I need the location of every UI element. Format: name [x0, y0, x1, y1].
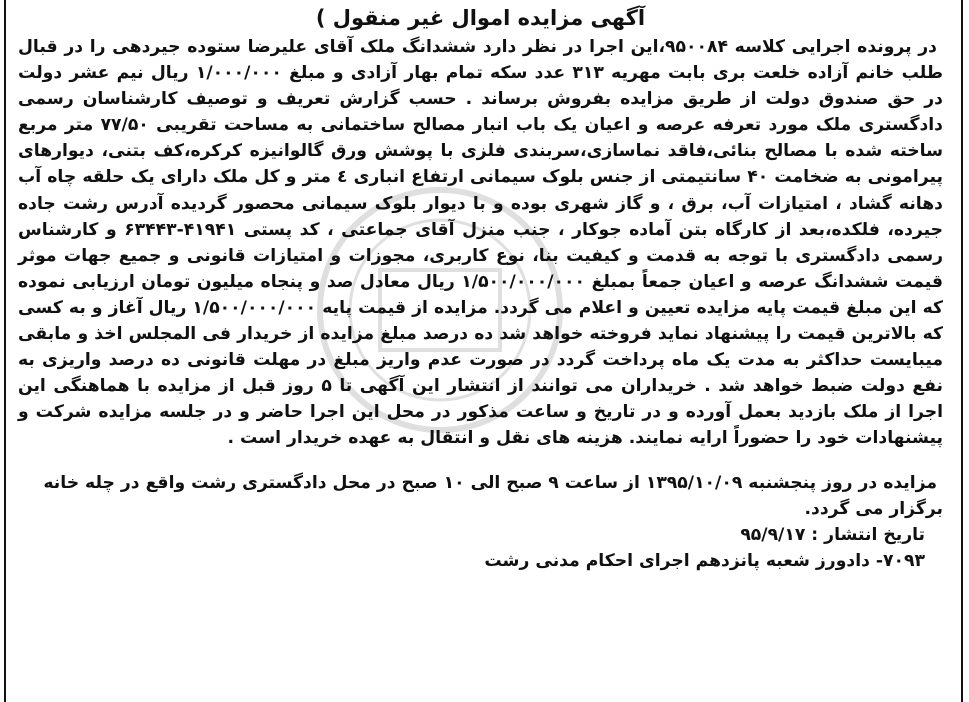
- notice-body: در پرونده اجرایی کلاسه ۹۵۰۰۸۴،این اجرا در نظر دارد ششدانگ ملک آقای علیرضا ستوده جیردهی را در قبال طلب خانم آزاده خلعت بری بابت مهریه ۳۱۳ عدد سکه تمام بهار آزادی و مبلغ ۱/۰۰۰/۰۰۰ ریال نیم عشر دولت در حق صندوق دولت از طریق مزایده بفروش برساند . حسب گزارش تعریف و توصیف کارشناسان رسمی دادگستری ملک مورد تعرفه عرصه و اعیان یک باب انبار مصالح ساختمانی به مساحت تقریبی ۷۷/۵۰ متر مربع ساخته شده با مصالح بنائی،فاقد نماسازی،سربندی فلزی با پوشش ورق گالوانیزه کرکره،کف بتنی، دیوارهای پیرامونی به ضخامت ۴۰ سانتیمتی از جنس بلوک سیمانی ارتفاع انباری ٤ متر و کل ملک دارای یک حلقه چاه آب دهانه گشاد ، امتیازات آب، برق ، و گاز شهری بوده و با دیوار بلوک سیمانی محصور گردیده آدرس رشت جاده جیرده، فلکده،بعد از کارگاه بتن آماده جوکار ، جنب منزل آقای جماعتی ، کد پستی ۴۱۹۴۱-۶۳۴۴۳ و کارشناس رسمی دادگستری با توجه به قدمت و کیفیت بنا، نوع کاربری، مجوزات و امتیازات قانونی و جمیع جهات موثر قیمت ششدانگ عرصه و اعیان جمعاً بمبلغ ۱/۵۰۰/۰۰۰/۰۰۰ ریال معادل صد و پنجاه میلیون تومان ارزیابی نموده که این مبلغ قیمت پایه مزایده تعیین و اعلام می گردد. مزایده از قیمت پایه ۱/۵۰۰/۰۰۰/۰۰۰ ریال آغاز و به کسی که بالاترین قیمت را پیشنهاد نماید فروخته خواهد شد ده درصد مبلغ مزایده از خریدار فی المجلس اخذ و مابقی میبایست حداکثر به مدت یک ماه پرداخت گردد در صورت عدم واریز مبلغ در مهلت قانونی ده درصد واریزی به نفع دولت ضبط خواهد شد . خریداران می توانند از انتشار این آگهی تا ۵ روز قبل از مزایده با هماهنگی این اجرا از ملک بازدید بعمل آورده و در تاریخ و ساعت مذکور در محل این اجرا حاضر و در جلسه مزایده شرکت و پیشنهادات خود را حضوراً ارایه نمایند. هزینه های نقل و انتقال به عهده خریدار است .: [18, 37, 943, 449]
- issuer-reference: ۷۰۹۳- دادورز شعبه پانزدهم اجرای احکام مدنی رشت: [484, 550, 925, 571]
- auction-schedule: مزایده در روز پنجشنبه ۱۳۹۵/۱۰/۰۹ از ساعت ۹ صبح الی ۱۰ صبح در محل دادگستری رشت واقع در چله خانه برگزار می گردد.: [43, 472, 943, 519]
- publish-date: تاریخ انتشار : ۹۵/۹/۱۷: [740, 524, 925, 545]
- notice-title: آگهی مزایده اموال غیر منقول ): [315, 6, 646, 30]
- notice-content: [18, 4, 943, 574]
- paragraph-gap: [18, 452, 943, 470]
